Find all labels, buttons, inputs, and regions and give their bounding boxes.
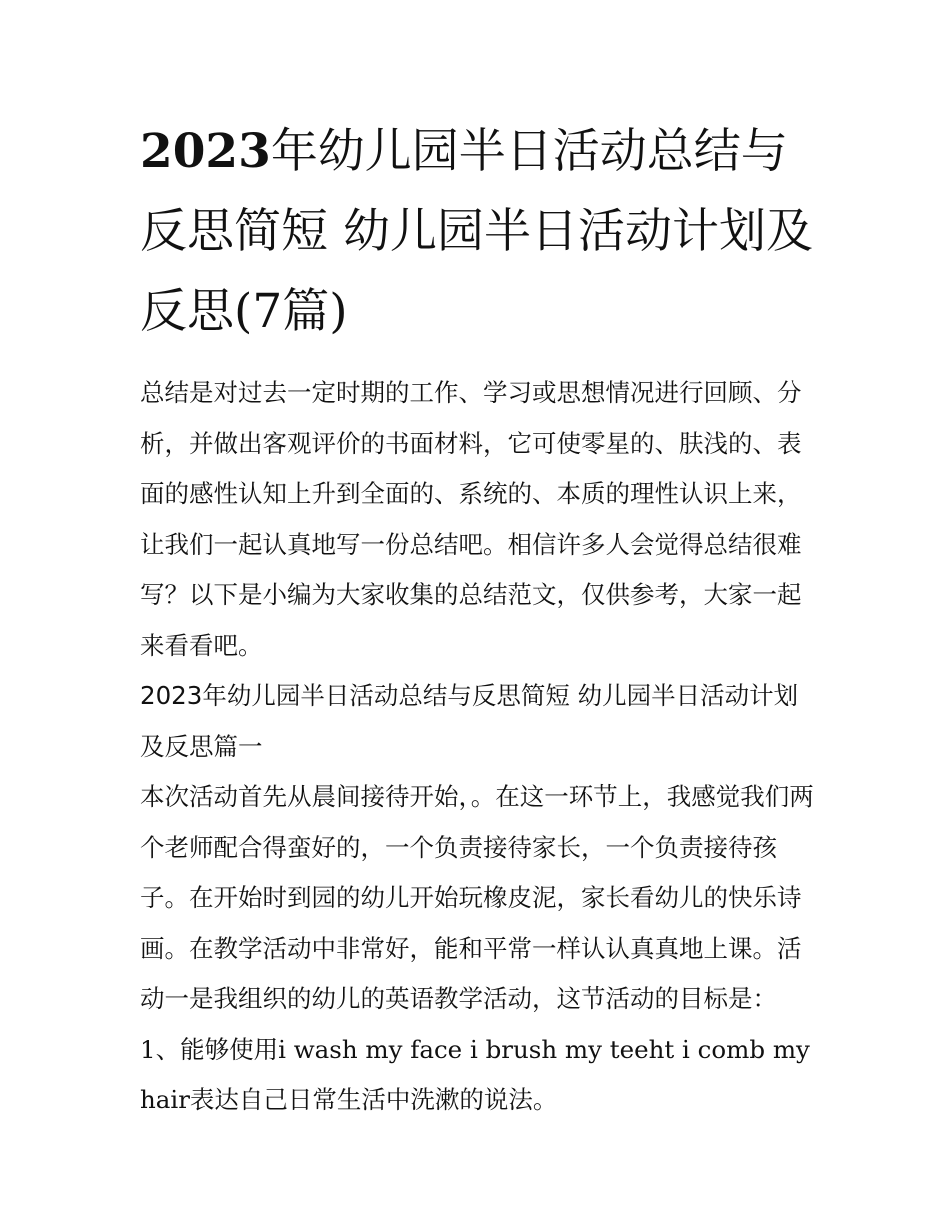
- document-body: [140, 368, 815, 1126]
- section-heading: 2023年幼儿园半日活动总结与反思简短 幼儿园半日活动计划及反思篇一: [140, 681, 799, 761]
- title-year: 2023: [140, 124, 271, 179]
- body-paragraph: 本次活动首先从晨间接待开始，。在这一环节上，我感觉我们两个老师配合得蛮好的，一个负责接待家长，一个负责接待孩子。在开始时到园的幼儿开始玩橡皮泥，家长看幼儿的快乐诗画。在教学活动中非常好，能和平常一样认认真真地上课。活动一是我组织的幼儿的英语教学活动，这节活动的目标是：: [140, 782, 814, 1013]
- document-page: [140, 112, 815, 1126]
- document-title: [140, 112, 815, 352]
- list-item: 1、能够使用i wash my face i brush my teeht i comb my hair表达自己日常生活中洗漱的说法。: [140, 1034, 810, 1114]
- intro-paragraph: 总结是对过去一定时期的工作、学习或思想情况进行回顾、分析，并做出客观评价的书面材料，它可使零星的、肤浅的、表面的感性认知上升到全面的、系统的、本质的理性认识上来，让我们一起认真地写一份总结吧。相信许多人会觉得总结很难写？以下是小编为大家收集的总结范文，仅供参考，大家一起来看看吧。: [140, 378, 802, 660]
- title-text: 年幼儿园半日活动总结与反思简短 幼儿园半日活动计划及反思(7篇): [140, 124, 813, 339]
